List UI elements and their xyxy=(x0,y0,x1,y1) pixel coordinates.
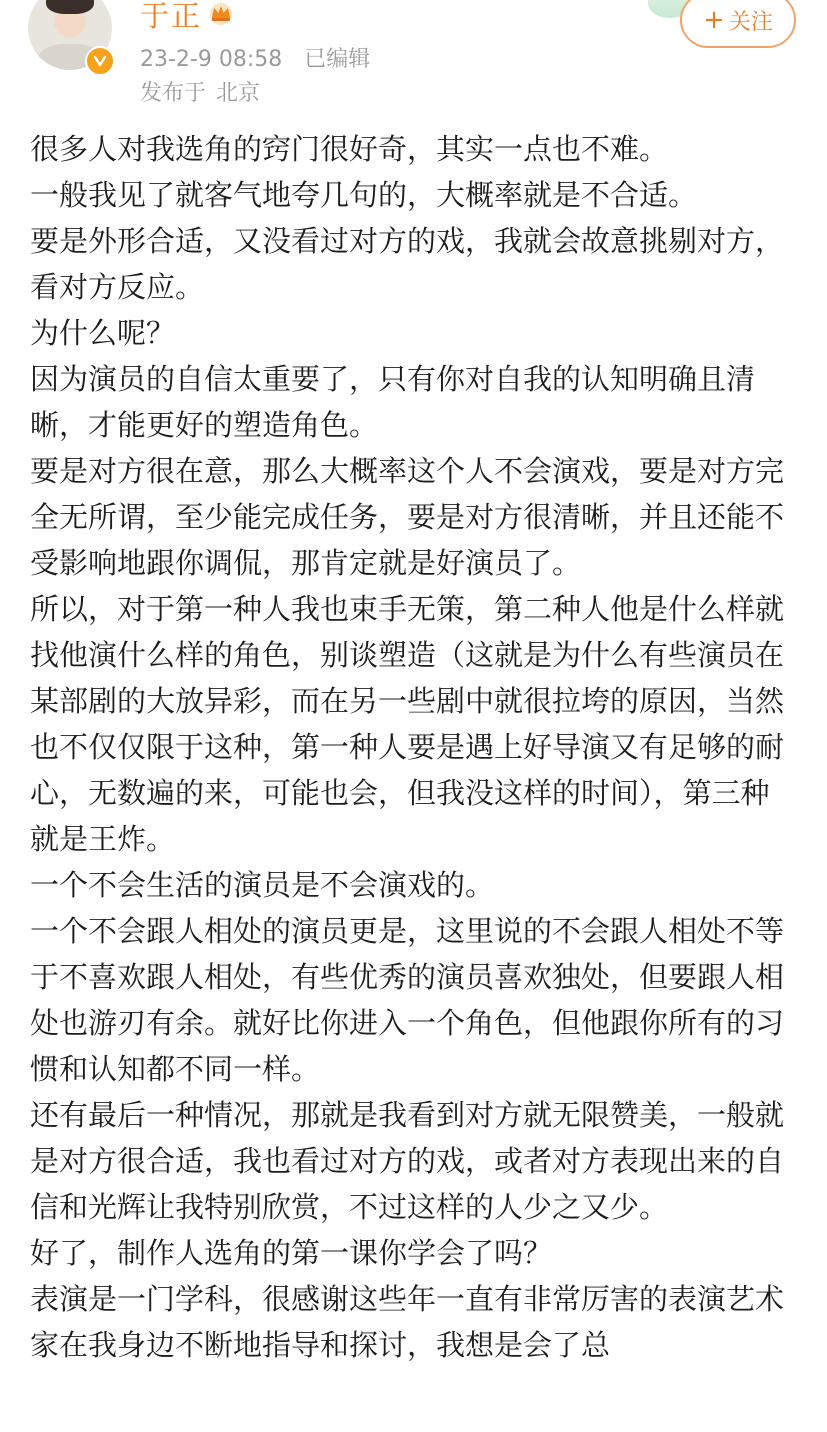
location-value: 北京 xyxy=(216,81,261,106)
edited-label[interactable]: 已编辑 xyxy=(304,47,371,72)
post-paragraph: 要是外形合适，又没看过对方的戏，我就会故意挑剔对方，看对方反应。 xyxy=(30,224,785,304)
post-paragraph: 要是对方很在意，那么大概率这个人不会演戏，要是对方完全无所谓，至少能完成任务，要是对方很清晰，并且还能不受影响地跟你调侃，那肯定就是好演员了。 xyxy=(30,454,785,580)
post-location xyxy=(140,76,260,107)
post-paragraph: 所以，对于第一种人我也束手无策，第二种人他是什么样就找他演什么样的角色，别谈塑造（这就是为什么有些演员在某部剧的大放异彩，而在另一些剧中就很拉垮的原因，当然也不仅仅限于这种，第一种人要是遇上好导演又有足够的耐心，无数遍的来，可能也会，但我没这样的时间），第三种就是王炸。 xyxy=(30,592,785,856)
follow-button[interactable] xyxy=(680,0,796,48)
post-paragraph: 因为演员的自信太重要了，只有你对自我的认知明确且清晰，才能更好的塑造角色。 xyxy=(30,362,756,442)
post-paragraph: 好了，制作人选角的第一课你学会了吗？ xyxy=(30,1236,553,1270)
post-paragraph: 很多人对我选角的窍门很好奇，其实一点也不难。 xyxy=(30,132,669,166)
post-paragraph: 一个不会跟人相处的演员更是，这里说的不会跟人相处不等于不喜欢跟人相处，有些优秀的演员喜欢独处，但要跟人相处也游刃有余。就好比你进入一个角色，但他跟你所有的习惯和认知都不同一样。 xyxy=(30,914,785,1086)
avatar-hair-shape xyxy=(46,0,94,14)
follow-label: 关注 xyxy=(728,9,773,35)
plus-icon: + xyxy=(703,5,725,35)
post-meta xyxy=(140,42,370,73)
verified-v-glyph xyxy=(93,54,107,68)
location-prefix: 发布于 xyxy=(140,81,207,106)
crown-icon xyxy=(206,0,236,26)
post-paragraph: 还有最后一种情况，那就是我看到对方就无限赞美，一般就是对方很合适，我也看过对方的戏，或者对方表现出来的自信和光辉让我特别欣赏，不过这样的人少之又少。 xyxy=(30,1098,785,1224)
post-time: 23-2-9 08:58 xyxy=(140,47,283,72)
post-paragraph: 表演是一门学科，很感谢这些年一直有非常厉害的表演艺术家在我身边不断地指导和探讨，我想是会了总 xyxy=(30,1282,785,1362)
verified-badge-icon xyxy=(85,46,115,76)
post-header xyxy=(0,0,827,110)
post-content xyxy=(30,126,790,1368)
post-paragraph: 一个不会生活的演员是不会演戏的。 xyxy=(30,868,495,902)
post-paragraph: 为什么呢？ xyxy=(30,316,176,350)
post-paragraph: 一般我见了就客气地夸几句的，大概率就是不合适。 xyxy=(30,178,698,212)
username[interactable]: 于正 xyxy=(140,0,203,33)
